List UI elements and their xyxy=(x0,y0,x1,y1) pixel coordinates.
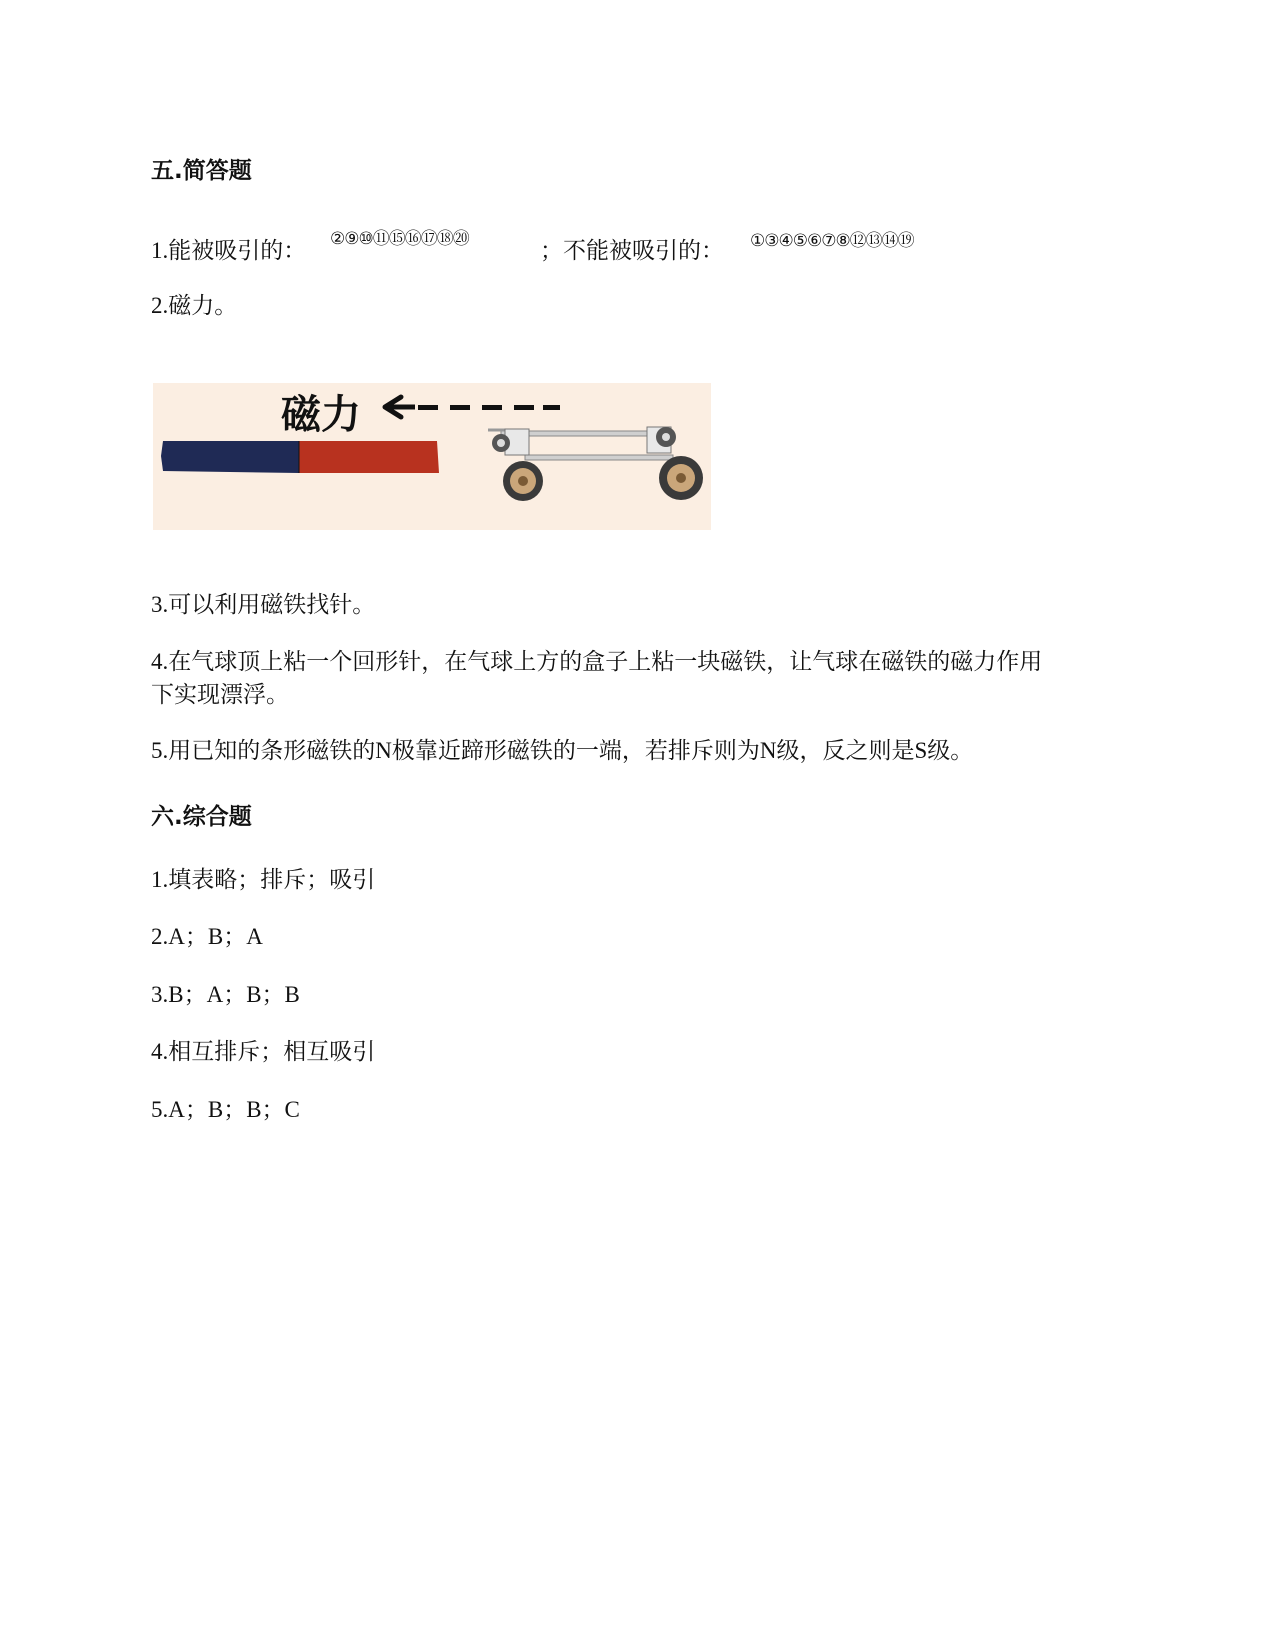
q1-answer xyxy=(151,232,306,265)
q4-answer-line1: 4.在气球顶上粘一个回形针，在气球上方的盒子上粘一块磁铁，让气球在磁铁的磁力作用 xyxy=(151,649,1043,674)
q2-answer: 2.磁力。 xyxy=(151,293,238,318)
q4-answer-line2: 下实现漂浮。 xyxy=(151,682,289,707)
q1-attracted-list: ②⑨⑩⑪⑮⑯⑰⑱⑳ xyxy=(330,229,469,249)
q5-answer: 5.用已知的条形磁铁的N极靠近蹄形磁铁的一端，若排斥则为N级，反之则是S级。 xyxy=(151,738,974,763)
section-5-title: 五.简答题 xyxy=(151,158,252,184)
section-6-title: 六.综合题 xyxy=(151,804,252,830)
dashed-force-line xyxy=(418,405,560,410)
q1-not-attracted-list: ①③④⑤⑥⑦⑧⑫⑬⑭⑲ xyxy=(750,231,914,251)
s6-item-3: 3.B；A；B；B xyxy=(151,982,300,1007)
figure-magnetic-force-label: 磁力 xyxy=(281,392,361,438)
s6-item-2: 2.A；B；A xyxy=(151,924,263,949)
toy-car xyxy=(488,427,703,501)
s6-item-5: 5.A；B；B；C xyxy=(151,1097,300,1122)
s6-item-4: 4.相互排斥；相互吸引 xyxy=(151,1039,376,1064)
magnet-car-illustration xyxy=(153,383,711,530)
q1-separator: ；不能被吸引的： xyxy=(540,238,724,263)
q1-lead: 1.能被吸引的： xyxy=(151,238,307,263)
arrow-left-icon xyxy=(385,397,415,417)
q3-answer: 3.可以利用磁铁找针。 xyxy=(151,592,376,617)
magnet-car-figure xyxy=(153,383,711,530)
bar-magnet xyxy=(161,441,439,473)
s6-item-1: 1.填表略；排斥；吸引 xyxy=(151,867,376,892)
